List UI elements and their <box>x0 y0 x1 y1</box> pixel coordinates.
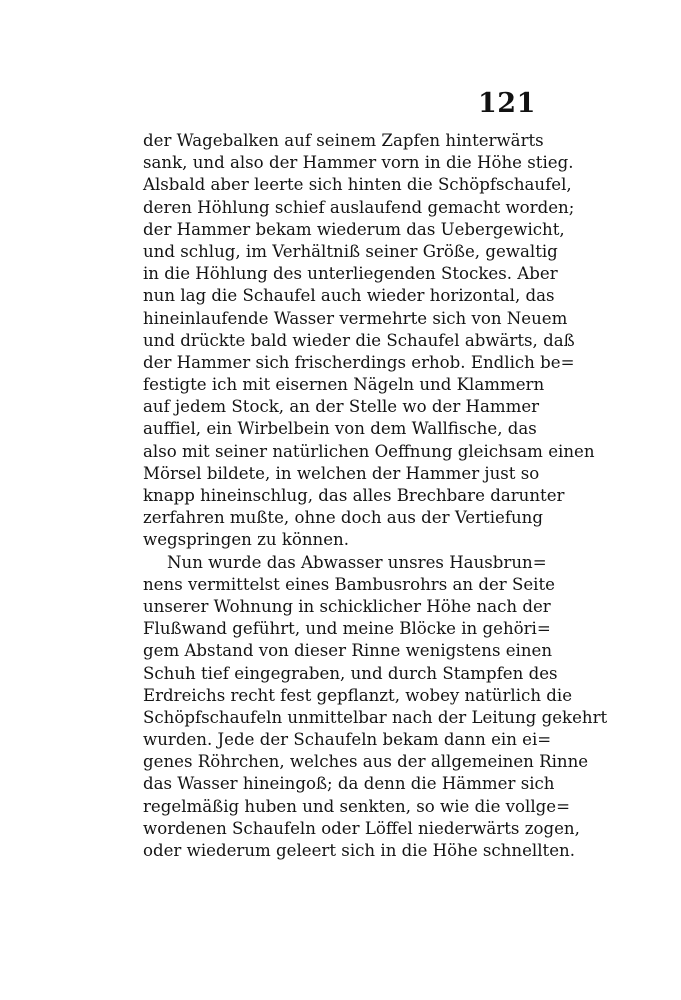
text-line: genes Röhrchen, welches aus der allgemeinen Rinne <box>143 752 589 772</box>
text-line: Schuh tief eingegraben, und durch Stampfen des <box>143 663 558 683</box>
page-number: 121 <box>478 88 536 119</box>
text-line: festigte ich mit eisernen Nägeln und Klammern <box>143 375 545 395</box>
text-line: wurden. Jede der Schaufeln bekam dann ein ei= <box>143 730 552 750</box>
text-line: nun lag die Schaufel auch wieder horizontal, das <box>143 286 555 306</box>
text-line: nens vermittelst eines Bambusrohrs an der Seite <box>143 574 555 594</box>
text-line: und drückte bald wieder die Schaufel abwärts, daß <box>143 330 575 350</box>
text-line: gem Abstand von dieser Rinne wenigstens einen <box>143 641 553 661</box>
text-line: der Hammer sich frischerdings erhob. Endlich be= <box>143 352 575 372</box>
text-line: deren Höhlung schief auslaufend gemacht worden; <box>143 197 575 217</box>
text-line: Mörsel bildete, in welchen der Hammer just so <box>143 463 540 483</box>
body-text <box>143 130 608 862</box>
text-line: sank, und also der Hammer vorn in die Höhe stieg. <box>143 153 574 173</box>
text-line: Flußwand geführt, und meine Blöcke in gehöri= <box>143 619 551 639</box>
text-line: in die Höhlung des unterliegenden Stockes. Aber <box>143 264 558 284</box>
text-line: wordenen Schaufeln oder Löffel niederwärts zogen, <box>143 818 580 838</box>
text-line: Erdreichs recht fest gepflanzt, wobey natürlich die <box>143 685 573 705</box>
text-line: oder wiederum geleert sich in die Höhe schnellten. <box>143 841 575 860</box>
text-line: hineinlaufende Wasser vermehrte sich von Neuem <box>143 308 568 328</box>
text-line: also mit seiner natürlichen Oeffnung gleichsam einen <box>143 441 595 461</box>
text-line: Schöpfschaufeln unmittelbar nach der Leitung gekehrt <box>143 707 608 727</box>
text-line: das Wasser hineingoß; da denn die Hämmer sich <box>143 774 555 794</box>
text-line: Nun wurde das Abwasser unsres Hausbrun= <box>167 552 547 572</box>
text-line: der Hammer bekam wiederum das Uebergewicht, <box>143 219 565 239</box>
text-line: wegspringen zu können. <box>143 530 350 550</box>
text-line: auffiel, ein Wirbelbein von dem Wallfische, das <box>143 419 537 439</box>
text-line: unserer Wohnung in schicklicher Höhe nach der <box>143 596 551 616</box>
text-line: regelmäßig huben und senkten, so wie die vollge= <box>143 796 571 816</box>
text-line: auf jedem Stock, an der Stelle wo der Hammer <box>143 397 540 417</box>
text-line: Alsbald aber leerte sich hinten die Schöpfschaufel, <box>143 175 572 195</box>
text-line: und schlug, im Verhältniß seiner Größe, gewaltig <box>143 241 558 261</box>
text-line: knapp hineinschlug, das alles Brechbare darunter <box>143 486 565 505</box>
text-line: der Wagebalken auf seinem Zapfen hinterwärts <box>143 131 544 150</box>
text-line: zerfahren mußte, ohne doch aus der Vertiefung <box>143 508 543 528</box>
